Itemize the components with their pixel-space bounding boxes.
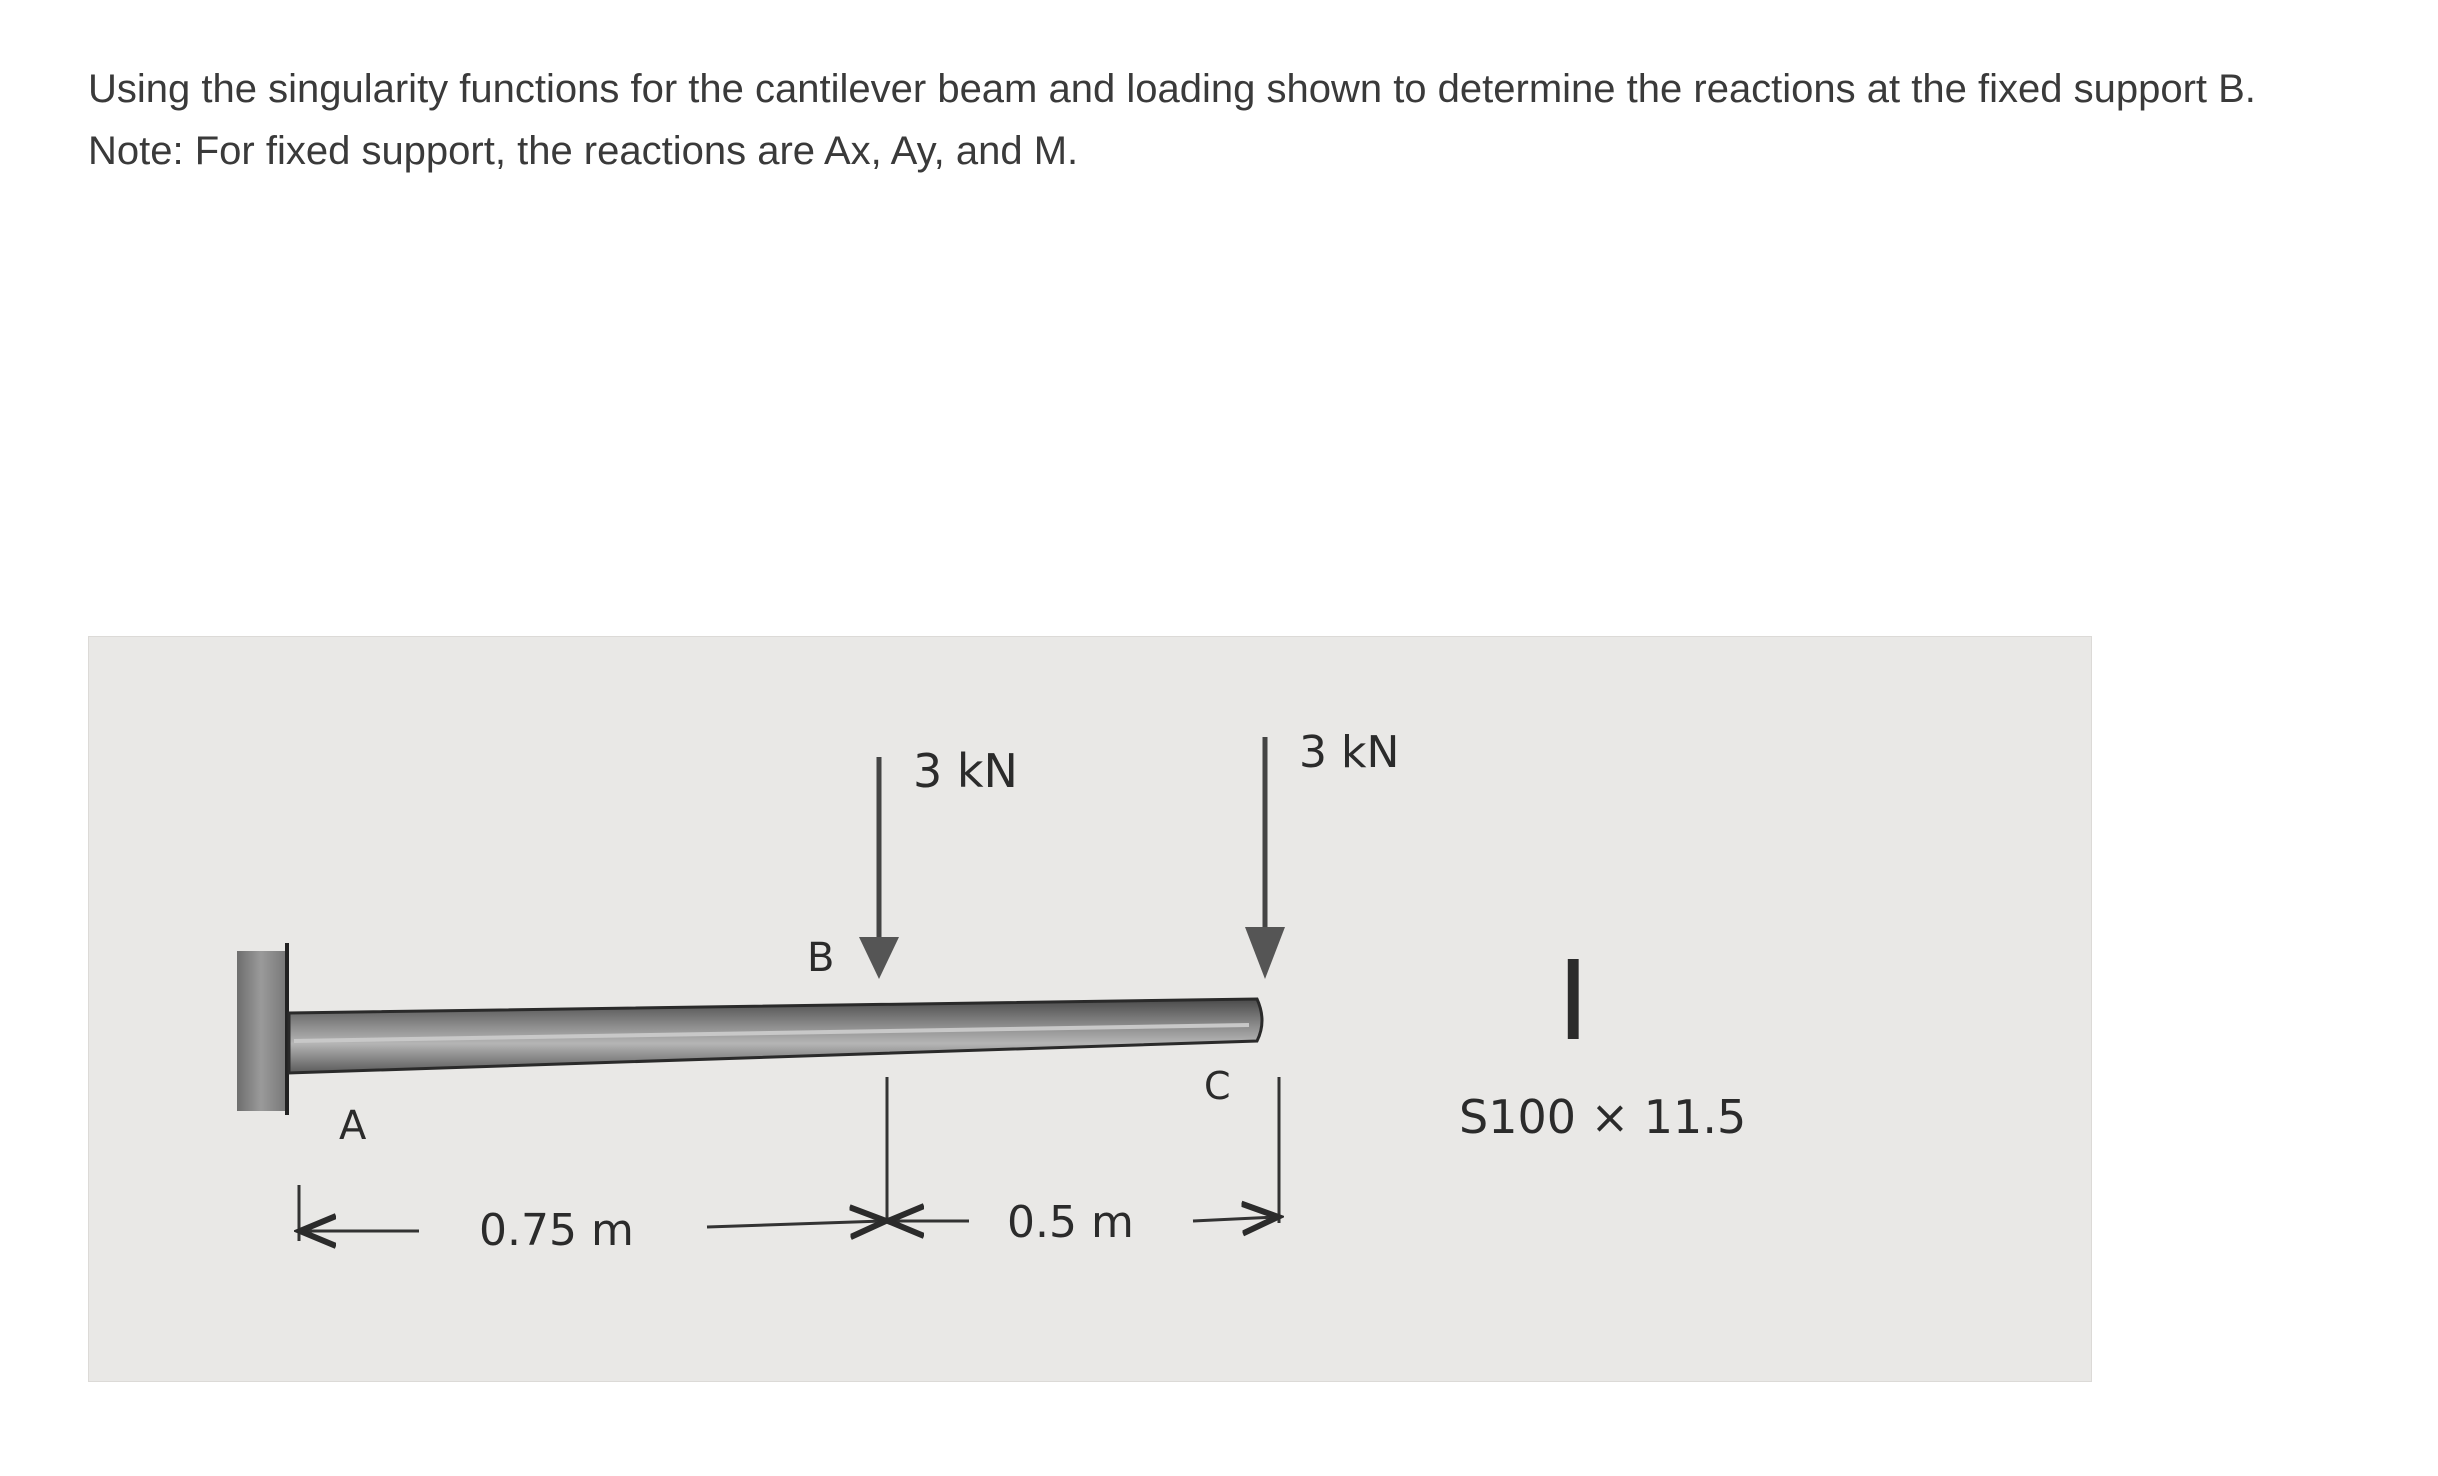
question-text bbox=[88, 58, 2388, 182]
load-b-arrowhead bbox=[859, 937, 899, 979]
dim-bc-label: 0.5 m bbox=[1007, 1197, 1134, 1248]
dim-bc-line-right bbox=[1193, 1217, 1275, 1221]
point-b-label: B bbox=[807, 935, 835, 981]
question-line-2: Note: For fixed support, the reactions are Ax, Ay, and M. bbox=[88, 129, 1079, 173]
section-symbol: I bbox=[1557, 937, 1590, 1065]
fixed-support-wall bbox=[237, 951, 285, 1111]
load-c-arrowhead bbox=[1245, 927, 1285, 979]
section-label: S100 × 11.5 bbox=[1459, 1090, 1747, 1144]
load-c-label: 3 kN bbox=[1299, 727, 1400, 778]
question-line-1: Using the singularity functions for the cantilever beam and loading shown to determine the reactions at the fixed support B. bbox=[88, 67, 2256, 111]
load-b-label: 3 kN bbox=[913, 744, 1018, 798]
beam-body bbox=[289, 999, 1262, 1073]
beam-figure bbox=[88, 636, 2092, 1382]
dim-ab-label: 0.75 m bbox=[479, 1205, 634, 1256]
dim-ab-line-right bbox=[707, 1221, 883, 1227]
point-c-label: C bbox=[1204, 1064, 1231, 1108]
point-a-label: A bbox=[339, 1103, 367, 1149]
beam-diagram bbox=[89, 637, 2093, 1383]
